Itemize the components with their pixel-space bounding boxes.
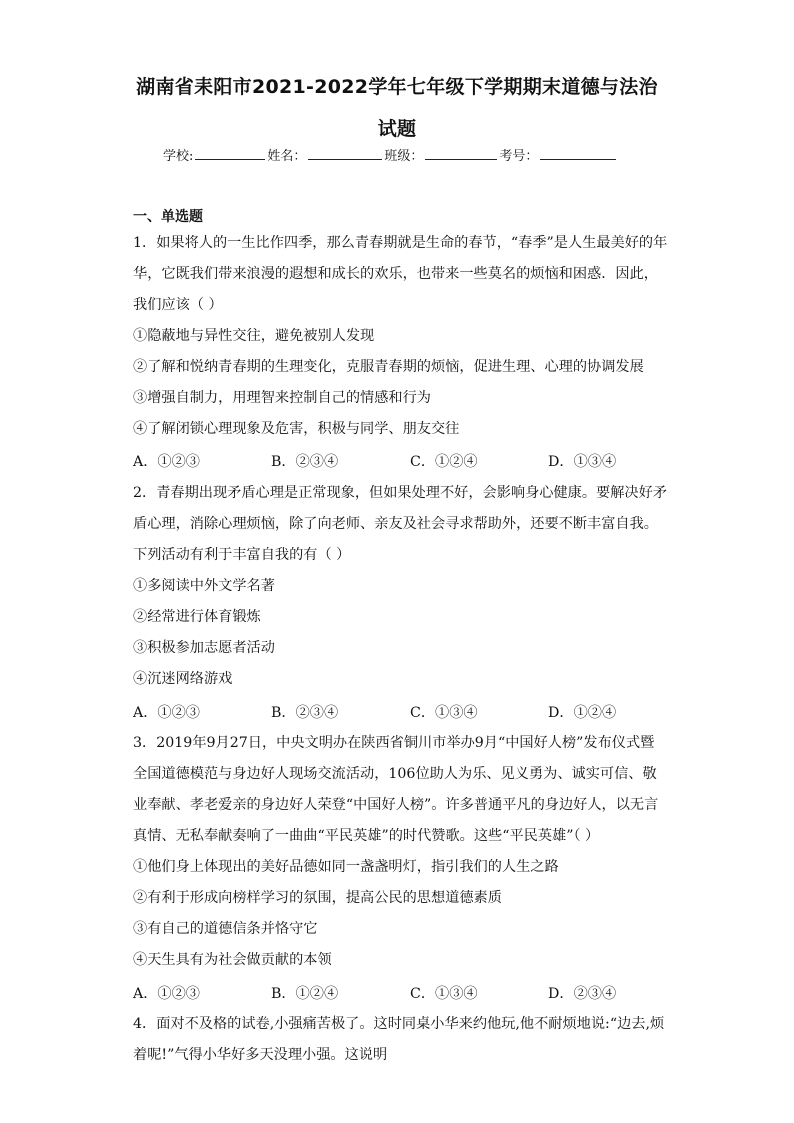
exam-number-blank[interactable] <box>540 147 616 160</box>
question-1-item: ②了解和悦纳青春期的生理变化，克服青春期的烦恼，促进生理、心理的协调发展 <box>133 359 644 375</box>
question-3-stem-line: 真情、无私奉献奏响了一曲曲“平民英雄”的时代赞歌。这些“平民英雄”（ ） <box>133 828 600 844</box>
option-d[interactable]: D．①③④ <box>548 454 617 470</box>
name-blank[interactable] <box>308 147 382 160</box>
exam-title-line2: 试题 <box>377 118 417 140</box>
question-4-stem-line: 着呢!”气得小华好多天没理小强。这说明 <box>133 1047 388 1063</box>
question-4-stem-line: 4．面对不及格的试卷,小强痛苦极了。这时同桌小华来约他玩,他不耐烦地说:“边去,烦 <box>133 1016 665 1032</box>
question-2-item: ②经常进行体育锻炼 <box>133 609 261 625</box>
question-2-item: ①多阅读中外文学名著 <box>133 578 275 594</box>
question-2-stem-line: 下列活动有利于丰富自我的有（ ） <box>133 547 351 563</box>
exam-number-label: 考号： <box>499 149 539 164</box>
name-label: 姓名： <box>267 149 307 164</box>
school-blank[interactable] <box>195 147 265 160</box>
student-info-row <box>163 145 618 164</box>
question-1-item: ①隐蔽地与异性交往，避免被别人发现 <box>133 328 375 344</box>
class-label: 班级： <box>384 149 424 164</box>
option-c[interactable]: C．①③④ <box>410 986 478 1002</box>
question-3-stem-line: 3．2019年9月27日，中央文明办在陕西省铜川市举办9月“中国好人榜”发布仪式暨 <box>133 735 655 751</box>
question-3-item: ④天生具有为社会做贡献的本领 <box>133 952 332 968</box>
class-blank[interactable] <box>425 147 497 160</box>
school-label: 学校: <box>163 149 194 164</box>
option-c[interactable]: C．①②④ <box>410 454 478 470</box>
question-1-item: ③增强自制力，用理智来控制自己的情感和行为 <box>133 390 431 406</box>
question-2-stem-line: 2．青春期出现矛盾心理是正常现象，但如果处理不好，会影响身心健康。要解决好矛 <box>133 485 667 501</box>
section-title: 一、单选题 <box>133 209 203 225</box>
option-b[interactable]: B．①②④ <box>271 986 339 1002</box>
option-b[interactable]: B．②③④ <box>271 454 339 470</box>
question-1-stem-line: 我们应该（ ） <box>133 297 223 313</box>
question-1-stem-line: 1．如果将人的一生比作四季，那么青春期就是生命的春节，“春季”是人生最美好的年 <box>133 235 668 251</box>
question-3-item: ①他们身上体现出的美好品德如同一盏盏明灯，指引我们的人生之路 <box>133 859 559 875</box>
question-3-stem-line: 全国道德模范与身边好人现场交流活动，106位助人为乐、见义勇为、诚实可信、敬 <box>133 766 657 782</box>
question-2-stem-line: 盾心理，消除心理烦恼，除了向老师、亲友及社会寻求帮助外，还要不断丰富自我。 <box>133 516 658 532</box>
question-3-item: ③有自己的道德信条并恪守它 <box>133 921 318 937</box>
question-2-item: ③积极参加志愿者活动 <box>133 640 275 656</box>
option-b[interactable]: B．②③④ <box>271 705 339 721</box>
option-a[interactable]: A．①②③ <box>133 454 200 470</box>
question-2-options <box>133 702 693 720</box>
question-1-stem-line: 华，它既我们带来浪漫的遐想和成长的欢乐，也带来一些莫名的烦恼和困惑．因此， <box>133 266 658 282</box>
question-3-item: ②有利于形成向榜样学习的氛围，提高公民的思想道德素质 <box>133 890 502 906</box>
exam-title-line1: 湖南省耒阳市2021-2022学年七年级下学期期末道德与法治 <box>136 76 658 98</box>
option-c[interactable]: C．①③④ <box>410 705 478 721</box>
question-1-options <box>133 451 693 469</box>
question-2-item: ④沉迷网络游戏 <box>133 671 233 687</box>
option-a[interactable]: A．①②③ <box>133 986 200 1002</box>
option-d[interactable]: D．①②④ <box>548 705 617 721</box>
question-3-options <box>133 983 693 1001</box>
question-3-stem-line: 业奉献、孝老爱亲的身边好人荣登“中国好人榜”。许多普通平凡的身边好人，以无言 <box>133 797 659 813</box>
option-d[interactable]: D．②③④ <box>548 986 617 1002</box>
option-a[interactable]: A．①②③ <box>133 705 200 721</box>
question-1-item: ④了解闭锁心理现象及危害，积极与同学、朋友交往 <box>133 421 460 437</box>
